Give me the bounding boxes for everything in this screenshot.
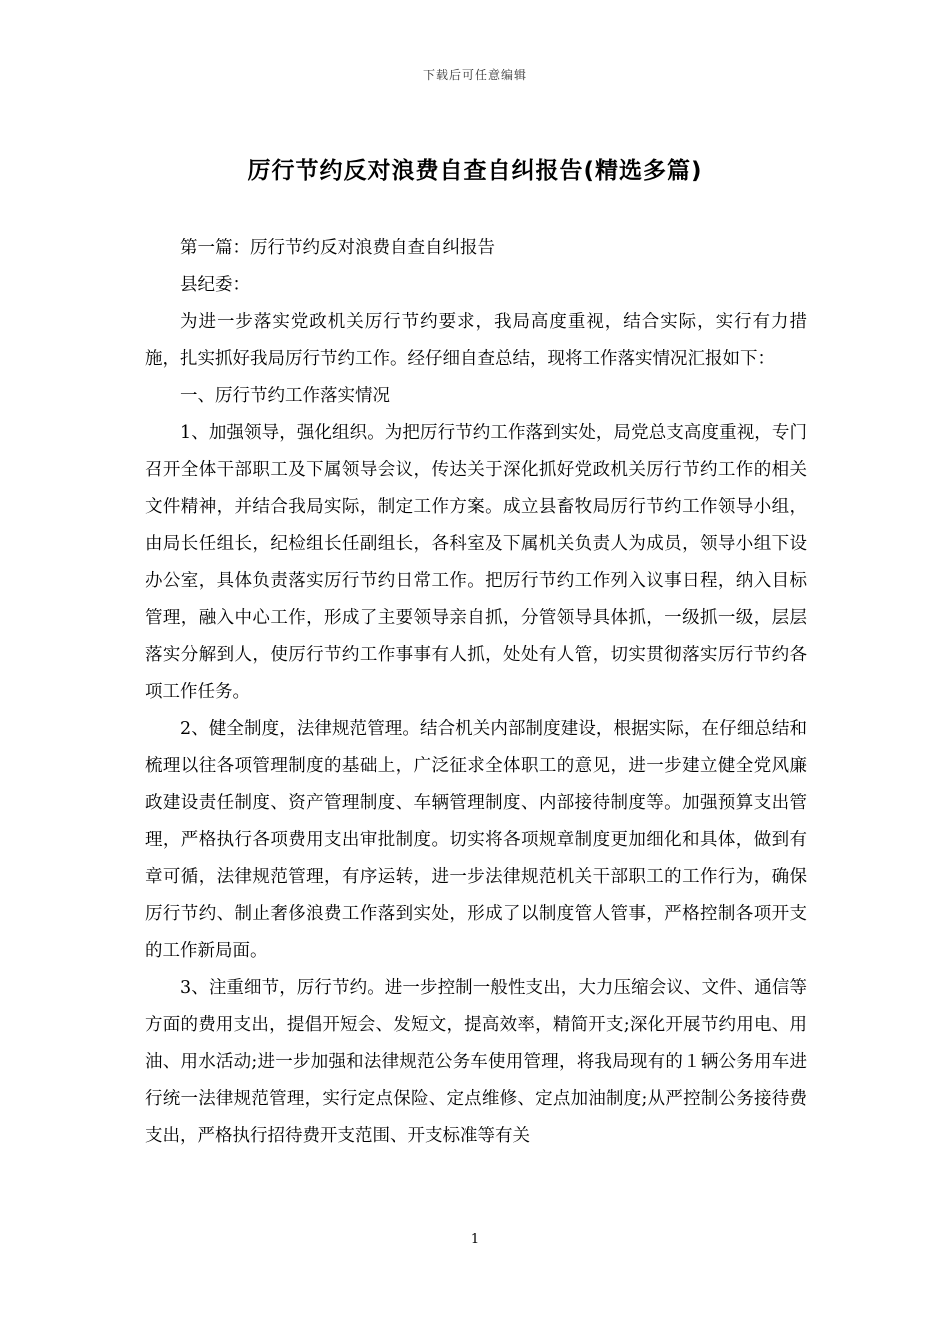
subsection-heading: 一、厉行节约工作落实情况 xyxy=(180,386,390,406)
header-note: 下载后可任意编辑 xyxy=(422,68,527,82)
document-body xyxy=(145,230,807,1155)
document-title: 厉行节约反对浪费自查自纠报告(精选多篇) xyxy=(247,158,703,184)
paragraph-item-1: 1、加强领导，强化组织。为把厉行节约工作落到实处，局党总支高度重视，专门召开全体干部职工及下属领导会议，传达关于深化抓好党政机关厉行节约工作的相关文件精神，并结合我局实际，制定工作方案。成立县畜牧局厉行节约工作领导小组，由局长任组长，纪检组长任副组长，各科室及下属机关负责人为成员，领导小组下设办公室，具体负责落实厉行节约日常工作。把厉行节约工作列入议事日程，纳入目标管理，融入中心工作，形成了主要领导亲自抓，分管领导具体抓，一级抓一级，层层落实分解到人，使厉行节约工作事事有人抓，处处有人管，切实贯彻落实厉行节约各项工作任务。 xyxy=(145,423,807,702)
page-number: 1 xyxy=(470,1232,480,1247)
paragraph-item-3: 3、注重细节，厉行节约。进一步控制一般性支出，大力压缩会议、文件、通信等方面的费用支出，提倡开短会、发短文，提高效率，精简开支;深化开展节约用电、用油、用水活动;进一步加强和法律规范公务车使用管理，将我局现有的１辆公务用车进行统一法律规范管理，实行定点保险、定点维修、定点加油制度;从严控制公务接待费支出，严格执行招待费开支范围、开支标准等有关 xyxy=(145,978,807,1146)
section-heading: 第一篇：厉行节约反对浪费自查自纠报告 xyxy=(180,238,495,258)
paragraph-intro: 为进一步落实党政机关厉行节约要求，我局高度重视，结合实际，实行有力措施，扎实抓好我局厉行节约工作。经仔细自查总结，现将工作落实情况汇报如下： xyxy=(145,312,807,369)
salutation: 县纪委： xyxy=(180,275,250,295)
paragraph-item-2: 2、健全制度，法律规范管理。结合机关内部制度建设，根据实际，在仔细总结和梳理以往各项管理制度的基础上，广泛征求全体职工的意见，进一步建立健全党风廉政建设责任制度、资产管理制度、车辆管理制度、内部接待制度等。加强预算支出管理，严格执行各项费用支出审批制度。切实将各项规章制度更加细化和具体，做到有章可循，法律规范管理，有序运转，进一步法律规范机关干部职工的工作行为，确保厉行节约、制止奢侈浪费工作落到实处，形成了以制度管人管事，严格控制各项开支的工作新局面。 xyxy=(145,719,807,961)
